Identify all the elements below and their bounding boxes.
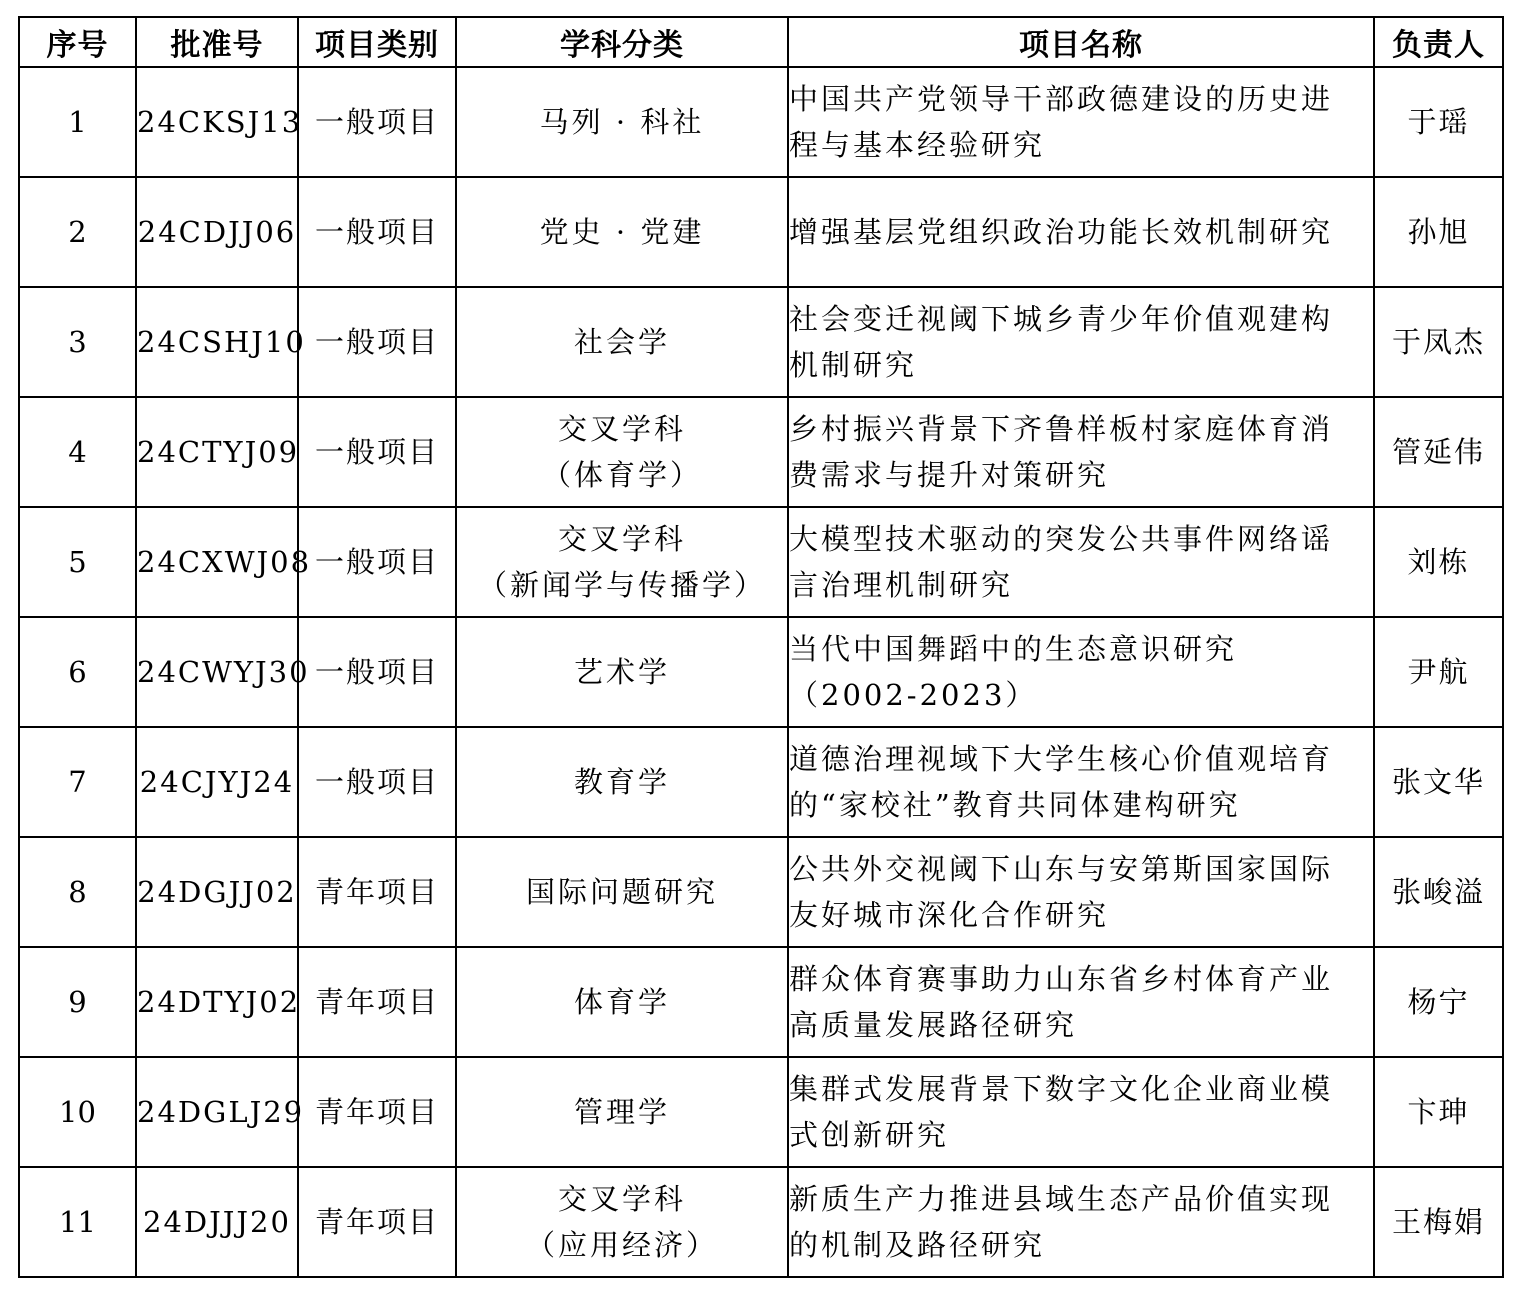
row-subject-line: 社会学 [573, 325, 670, 359]
row-leader: 王梅娟 [1374, 1167, 1503, 1277]
row-subject [456, 507, 788, 617]
row-subject [456, 287, 788, 397]
row-project-title [788, 727, 1374, 837]
header-subject: 学科分类 [456, 17, 788, 67]
row-project-title-line: 公共外交视阈下山东与安第斯国家国际 [789, 852, 1334, 886]
row-project-title-line: 增强基层党组织政治功能长效机制研究 [789, 215, 1334, 249]
row-subject [456, 177, 788, 287]
row-subject-line: 艺术学 [573, 655, 670, 689]
row-approval-code: 24DGJJ02 [136, 837, 298, 947]
row-subject-line: 党史 · 党建 [539, 215, 705, 249]
row-project-title-line: 程与基本经验研究 [789, 128, 1046, 162]
row-leader: 于瑶 [1374, 67, 1503, 177]
table-row [19, 617, 1503, 727]
row-subject [456, 837, 788, 947]
row-project-title [788, 397, 1374, 507]
row-project-title-line: 费需求与提升对策研究 [789, 458, 1110, 492]
row-leader: 管延伟 [1374, 397, 1503, 507]
row-project-title-line: 新质生产力推进县域生态产品价值实现 [789, 1182, 1334, 1216]
table-body [19, 67, 1503, 1277]
row-leader: 卞珅 [1374, 1057, 1503, 1167]
row-subject-line: 管理学 [573, 1095, 670, 1129]
header-title: 项目名称 [788, 17, 1374, 67]
table-row [19, 287, 1503, 397]
row-project-type: 一般项目 [298, 287, 456, 397]
row-index: 10 [19, 1057, 136, 1167]
row-project-title-line: 机制研究 [789, 348, 918, 382]
header-type: 项目类别 [298, 17, 456, 67]
row-project-title-line: 群众体育赛事助力山东省乡村体育产业 [789, 962, 1334, 996]
table-row [19, 837, 1503, 947]
row-approval-code: 24DGLJ29 [136, 1057, 298, 1167]
row-index: 11 [19, 1167, 136, 1277]
row-subject [456, 947, 788, 1057]
row-index: 4 [19, 397, 136, 507]
row-leader: 尹航 [1374, 617, 1503, 727]
row-project-type: 青年项目 [298, 1057, 456, 1167]
row-subject-line: 交叉学科 [557, 412, 686, 446]
row-index: 6 [19, 617, 136, 727]
row-index: 9 [19, 947, 136, 1057]
row-project-title [788, 1167, 1374, 1277]
row-approval-code: 24CJYJ24 [136, 727, 298, 837]
row-project-type: 青年项目 [298, 1167, 456, 1277]
table-row [19, 1057, 1503, 1167]
row-subject-line: 教育学 [573, 765, 670, 799]
row-project-title-line: 友好城市深化合作研究 [789, 898, 1110, 932]
row-project-title [788, 177, 1374, 287]
row-subject [456, 397, 788, 507]
row-subject-line: （新闻学与传播学） [477, 568, 766, 602]
row-subject [456, 1057, 788, 1167]
row-index: 5 [19, 507, 136, 617]
table-row [19, 177, 1503, 287]
row-subject-line: 交叉学科 [557, 522, 686, 556]
row-project-title-line: 中国共产党领导干部政德建设的历史进 [789, 82, 1334, 116]
row-index: 3 [19, 287, 136, 397]
row-project-type: 青年项目 [298, 837, 456, 947]
row-leader: 孙旭 [1374, 177, 1503, 287]
row-project-title-line: 乡村振兴背景下齐鲁样板村家庭体育消 [789, 412, 1334, 446]
row-subject-line: （体育学） [541, 458, 702, 492]
row-project-title-line: 的“家校社”教育共同体建构研究 [789, 788, 1241, 822]
row-leader: 杨宁 [1374, 947, 1503, 1057]
row-project-title [788, 1057, 1374, 1167]
row-leader: 于凤杰 [1374, 287, 1503, 397]
header-index: 序号 [19, 17, 136, 67]
row-project-title-line: 式创新研究 [789, 1118, 950, 1152]
row-project-title [788, 67, 1374, 177]
row-project-title-line: 社会变迁视阈下城乡青少年价值观建构 [789, 302, 1334, 336]
row-project-title [788, 837, 1374, 947]
header-row [19, 17, 1503, 67]
row-approval-code: 24DJJJ20 [136, 1167, 298, 1277]
row-project-title-line: 道德治理视域下大学生核心价值观培育 [789, 742, 1334, 776]
row-project-title-line: （2002-2023） [789, 678, 1038, 712]
table-row [19, 67, 1503, 177]
row-leader: 刘栋 [1374, 507, 1503, 617]
row-project-type: 一般项目 [298, 617, 456, 727]
row-index: 7 [19, 727, 136, 837]
row-project-title [788, 287, 1374, 397]
row-project-type: 一般项目 [298, 727, 456, 837]
row-project-title-line: 集群式发展背景下数字文化企业商业模 [789, 1072, 1334, 1106]
row-approval-code: 24DTYJ02 [136, 947, 298, 1057]
row-subject [456, 617, 788, 727]
table-row [19, 507, 1503, 617]
row-subject [456, 67, 788, 177]
row-subject-line: （应用经济） [525, 1228, 718, 1262]
row-approval-code: 24CTYJ09 [136, 397, 298, 507]
row-project-title [788, 617, 1374, 727]
row-project-title-line: 当代中国舞蹈中的生态意识研究 [789, 632, 1238, 666]
table-row [19, 397, 1503, 507]
row-leader: 张峻溢 [1374, 837, 1503, 947]
row-approval-code: 24CSHJ10 [136, 287, 298, 397]
row-subject-line: 国际问题研究 [525, 875, 718, 909]
header-code: 批准号 [136, 17, 298, 67]
row-subject [456, 1167, 788, 1277]
row-subject-line: 马列 · 科社 [539, 105, 705, 139]
table-row [19, 727, 1503, 837]
row-subject [456, 727, 788, 837]
row-approval-code: 24CWYJ30 [136, 617, 298, 727]
row-project-type: 青年项目 [298, 947, 456, 1057]
row-index: 2 [19, 177, 136, 287]
table-header [19, 17, 1503, 67]
row-index: 8 [19, 837, 136, 947]
row-approval-code: 24CKSJ13 [136, 67, 298, 177]
row-project-type: 一般项目 [298, 177, 456, 287]
row-project-title-line: 高质量发展路径研究 [789, 1008, 1078, 1042]
row-project-title-line: 言治理机制研究 [789, 568, 1014, 602]
row-project-type: 一般项目 [298, 397, 456, 507]
row-project-title [788, 947, 1374, 1057]
row-index: 1 [19, 67, 136, 177]
row-project-type: 一般项目 [298, 507, 456, 617]
row-subject-line: 体育学 [573, 985, 670, 1019]
header-leader: 负责人 [1374, 17, 1503, 67]
project-table [18, 16, 1504, 1278]
row-approval-code: 24CDJJ06 [136, 177, 298, 287]
row-leader: 张文华 [1374, 727, 1503, 837]
row-approval-code: 24CXWJ08 [136, 507, 298, 617]
row-project-title-line: 的机制及路径研究 [789, 1228, 1046, 1262]
row-project-type: 一般项目 [298, 67, 456, 177]
row-subject-line: 交叉学科 [557, 1182, 686, 1216]
table-row [19, 1167, 1503, 1277]
table-row [19, 947, 1503, 1057]
row-project-title [788, 507, 1374, 617]
row-project-title-line: 大模型技术驱动的突发公共事件网络谣 [789, 522, 1334, 556]
